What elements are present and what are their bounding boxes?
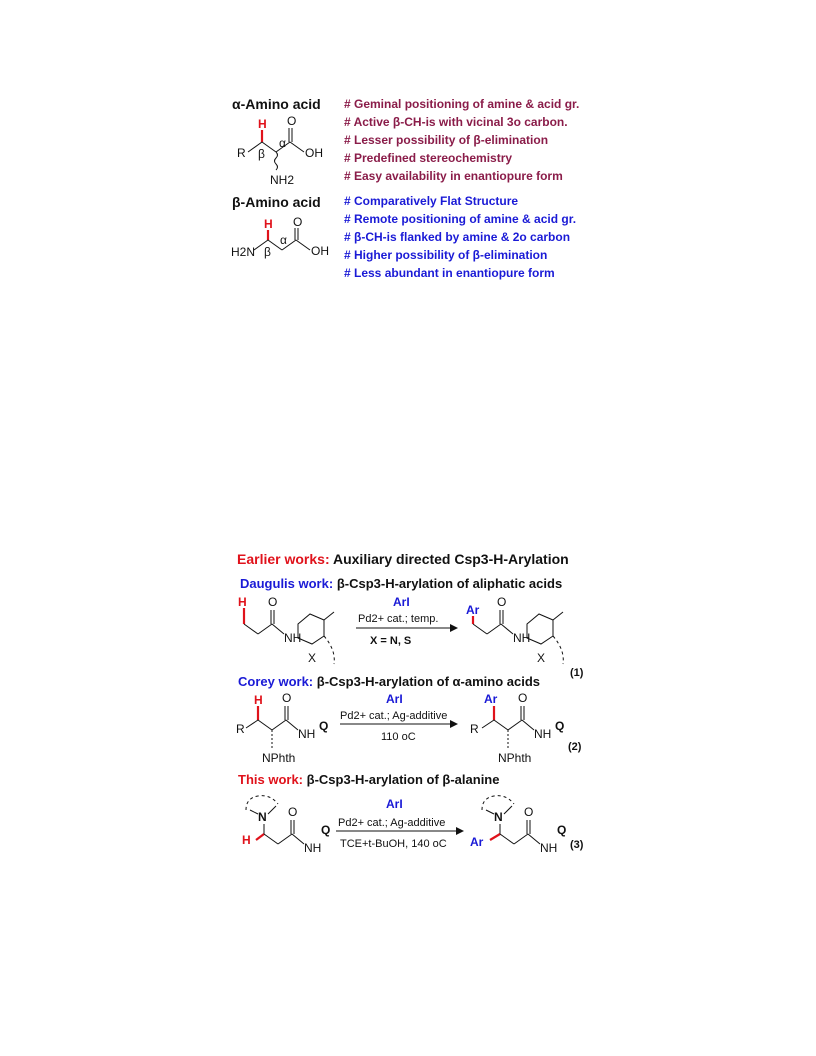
row3-product-nh-label: NH	[540, 841, 558, 855]
alpha-point: # Active β-CH-is with vicinal 3o carbon.	[344, 115, 568, 129]
row3-q-label: Q	[321, 823, 331, 837]
row3-o-label: O	[288, 805, 298, 819]
row1-conditions-below: X = N, S	[370, 635, 412, 647]
scheme-header-prefix: Earlier works:	[237, 551, 330, 567]
alpha-points-list	[344, 97, 579, 187]
r-group-label: R	[237, 146, 246, 160]
row3-product-q-label: Q	[557, 823, 567, 837]
row3-title-text: β-Csp3-H-arylation of β-alanine	[306, 772, 500, 787]
row1-ar-label: Ar	[466, 603, 480, 617]
row2-o-label: O	[282, 691, 292, 705]
row2-h-label: H	[254, 693, 263, 707]
row3-product-o-label: O	[524, 805, 534, 819]
beta-points-list	[344, 194, 576, 284]
row2-nh-label: NH	[298, 727, 316, 741]
carbonyl-o-label: O	[293, 215, 303, 229]
row2-product-r-label: R	[470, 722, 479, 736]
scheme-header	[237, 551, 569, 567]
row1-reaction	[228, 594, 598, 684]
beta-position-label: β	[264, 245, 271, 259]
row1-product-x-label: X	[537, 651, 546, 665]
alpha-point: # Easy availability in enantiopure form	[344, 169, 563, 183]
row3-h-label: H	[242, 833, 251, 847]
row3-n-label: N	[258, 810, 267, 824]
row2-product-q-label: Q	[555, 719, 565, 733]
row1-product-o-label: O	[497, 595, 507, 609]
row3-reaction	[228, 788, 598, 858]
alpha-position-label: α	[279, 136, 286, 150]
row3-work-label: This work:	[238, 772, 304, 787]
alpha-title: α-Amino acid	[232, 96, 321, 112]
beta-point: # Less abundant in enantiopure form	[344, 266, 555, 280]
row2-equation-number: (2)	[568, 741, 582, 753]
hydroxyl-label: OH	[311, 244, 329, 258]
row2-nphth-label: NPhth	[262, 751, 296, 765]
row2-conditions-above: Pd2+ cat.; Ag-additive	[340, 710, 448, 722]
row1-title-text: β-Csp3-H-arylation of aliphatic acids	[336, 576, 563, 591]
row3-reagent: ArI	[386, 797, 403, 811]
row2-r-label: R	[236, 722, 245, 736]
row2-reaction	[228, 690, 598, 770]
beta-title: β-Amino acid	[232, 194, 321, 210]
row2-product-o-label: O	[518, 691, 528, 705]
carbonyl-o-label: O	[287, 114, 297, 128]
row2-title	[238, 674, 540, 689]
beta-h-label: H	[264, 217, 273, 231]
alpha-amino-acid-structure	[232, 112, 332, 188]
row1-nh-label: NH	[284, 631, 302, 645]
row1-conditions-above: Pd2+ cat.; temp.	[358, 613, 439, 625]
beta-amino-acid-structure	[228, 214, 338, 264]
row3-product-n-label: N	[494, 810, 503, 824]
row2-title-text: β-Csp3-H-arylation of α-amino acids	[316, 674, 540, 689]
row3-equation-number: (3)	[570, 839, 584, 851]
row2-ar-label: Ar	[484, 692, 498, 706]
row3-conditions-below: TCE+t-BuOH, 140 oC	[340, 838, 447, 850]
row3-ar-label: Ar	[470, 835, 484, 849]
beta-point: # Remote positioning of amine & acid gr.	[344, 212, 577, 226]
beta-position-label: β	[258, 147, 265, 161]
alpha-point: # Lesser possibility of β-elimination	[344, 133, 549, 147]
row1-o-label: O	[268, 595, 278, 609]
row2-product-nh-label: NH	[534, 727, 552, 741]
alpha-point: # Geminal positioning of amine & acid gr.	[344, 97, 580, 111]
row3-conditions-above: Pd2+ cat.; Ag-additive	[338, 817, 446, 829]
hydroxyl-label: OH	[305, 146, 323, 160]
alpha-h-label: H	[258, 117, 267, 131]
beta-point: # Higher possibility of β-elimination	[344, 248, 548, 262]
row1-title	[240, 576, 562, 591]
beta-point: # Comparatively Flat Structure	[344, 194, 519, 208]
h2n-label: H2N	[231, 245, 256, 259]
row1-work-label: Daugulis work:	[240, 576, 334, 591]
row3-title	[238, 772, 499, 787]
row2-work-label: Corey work:	[238, 674, 314, 689]
row2-product-nphth-label: NPhth	[498, 751, 532, 765]
row2-conditions-below: 110 oC	[381, 731, 416, 743]
amine-label: NH2	[270, 173, 295, 187]
row1-reagent: ArI	[393, 595, 410, 609]
row2-q-label: Q	[319, 719, 329, 733]
row1-x-label: X	[308, 651, 317, 665]
beta-point: # β-CH-is flanked by amine & 2o carbon	[344, 230, 571, 244]
row1-product-nh-label: NH	[513, 631, 531, 645]
row3-nh-label: NH	[304, 841, 322, 855]
scheme-header-text: Auxiliary directed Csp3-H-Arylation	[332, 551, 569, 567]
alpha-position-label: α	[280, 233, 287, 247]
row1-h-label: H	[238, 595, 247, 609]
row2-reagent: ArI	[386, 692, 403, 706]
row1-equation-number: (1)	[570, 667, 584, 679]
alpha-point: # Predefined stereochemistry	[344, 151, 513, 165]
